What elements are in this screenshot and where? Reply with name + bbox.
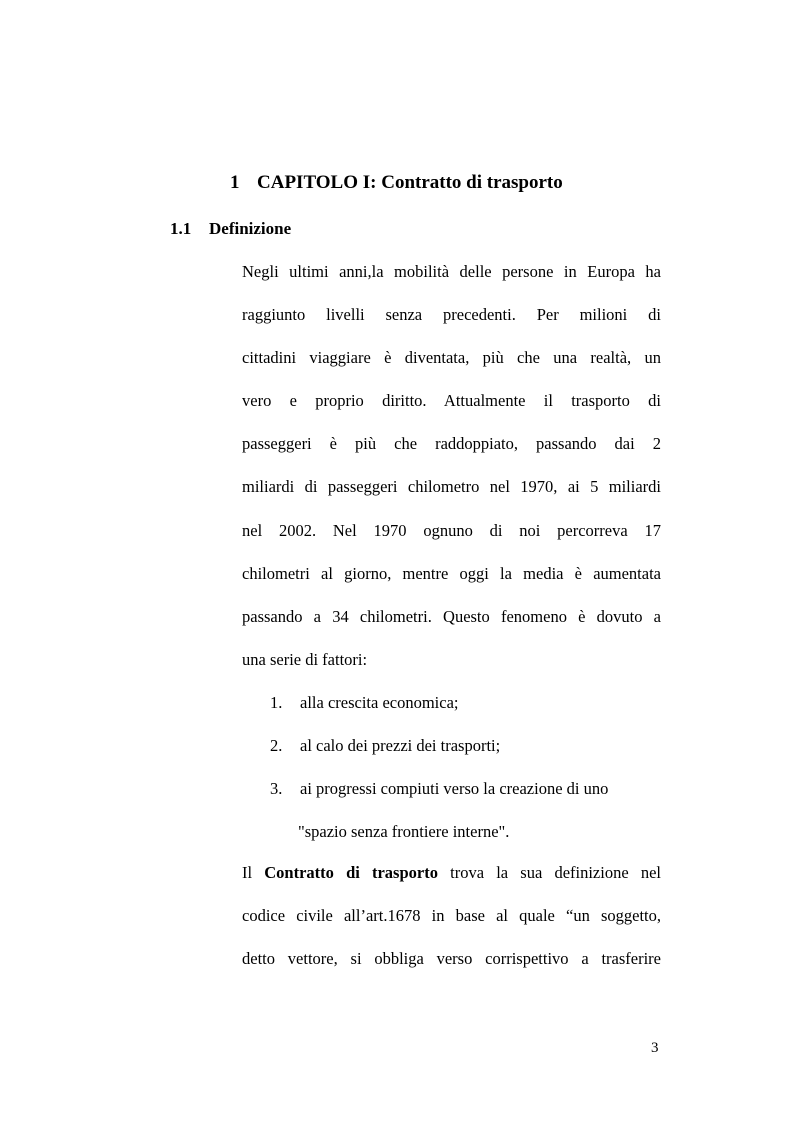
chapter-number: 1 (230, 172, 240, 193)
paragraph-definition (242, 851, 661, 980)
paragraph-line: Il Contratto di trasporto trova la sua definizione nel (242, 863, 661, 882)
list-item-continuation: "spazio senza frontiere interne". (298, 822, 510, 842)
list-item-text: ai progressi compiuti verso la creazione di uno (300, 779, 609, 799)
section-title-text: Definizione (209, 219, 292, 238)
paragraph-line: miliardi di passeggeri chilometro nel 1970, ai 5 miliardi (242, 477, 661, 497)
paragraph-line: codice civile all’art.1678 in base al quale “un soggetto, (242, 906, 661, 926)
paragraph-line: vero e proprio diritto. Attualmente il trasporto di (242, 391, 661, 411)
list-item (270, 767, 690, 810)
paragraph-line: nel 2002. Nel 1970 ognuno di noi percorreva 17 (242, 520, 661, 540)
paragraph-line: cittadini viaggiare è diventata, più che una realtà, un (242, 348, 661, 368)
paragraph-line: passando a 34 chilometri. Questo fenomeno è dovuto a (242, 606, 661, 626)
chapter-title (230, 172, 563, 194)
section-number: 1.1 (170, 219, 192, 238)
list-item (270, 724, 690, 767)
list-item-number: 1. (270, 693, 283, 712)
paragraph-line: Negli ultimi anni,la mobilità delle persone in Europa ha (242, 262, 661, 281)
paragraph-line: una serie di fattori: (242, 649, 368, 669)
list-item (270, 681, 690, 724)
section-title (170, 219, 291, 239)
bold-term: Contratto di trasporto (264, 863, 438, 882)
paragraph-line: detto vettore, si obbliga verso corrispettivo a trasferire (242, 949, 661, 969)
paragraph-line: passeggeri è più che raddoppiato, passando dai 2 (242, 434, 661, 454)
list-item-text: al calo dei prezzi dei trasporti; (300, 736, 501, 756)
paragraph-intro (242, 250, 661, 681)
chapter-title-text: CAPITOLO I: Contratto di trasporto (257, 172, 563, 193)
paragraph-line: chilometri al giorno, mentre oggi la media è aumentata (242, 563, 661, 583)
list-item-text: alla crescita economica; (300, 693, 459, 712)
factors-list (270, 681, 690, 853)
paragraph-line: raggiunto livelli senza precedenti. Per milioni di (242, 305, 661, 325)
list-item-number: 2. (270, 736, 283, 756)
page-number: 3 (651, 1040, 659, 1056)
list-item-number: 3. (270, 779, 283, 799)
